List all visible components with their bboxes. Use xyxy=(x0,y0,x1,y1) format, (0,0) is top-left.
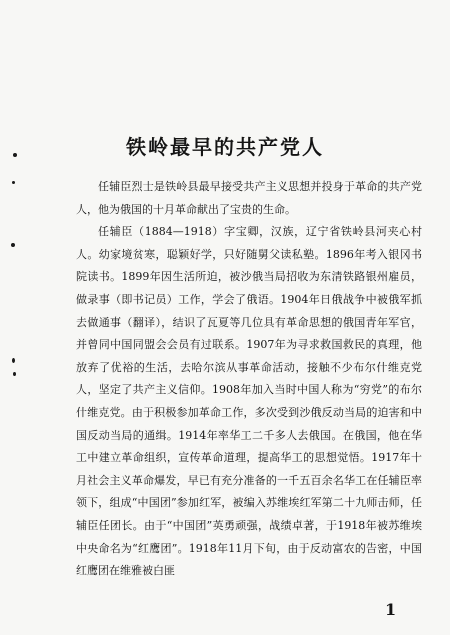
page-number: 1 xyxy=(385,600,397,619)
margin-mark xyxy=(13,372,16,376)
margin-mark xyxy=(11,243,15,247)
body-text xyxy=(76,176,422,583)
paragraph: 任辅臣烈士是铁岭县最早接受共产主义思想并投身于革命的共产党人，他为俄国的十月革命献出了宝贵的生命。 xyxy=(76,180,422,216)
margin-mark xyxy=(12,358,15,363)
chapter-title: 铁岭最早的共产党人 xyxy=(126,135,324,160)
paragraph: 任辅臣（1884—1918）字宝卿，汉族，辽宁省铁岭县河夹心村人。幼家境贫寒，聪颖好学，只好随舅父读私塾。1896年考入银冈书院读书。1899年因生活所迫，被沙俄当局招收为东清铁路银州雇员，做录事（即书记员）工作，学会了俄语。1904年日俄战争中被俄军抓去做通事（翻译），结识了瓦夏等几位具有革命思想的俄国青年军官，并曾同中国同盟会会员有过联系。1907年为寻求救国救民的真理，他放弃了优裕的生活，去哈尔滨从事革命活动，接触不少布尔什维克党人，坚定了共产主义信仰。1908年加入当时中国人称为“穷党”的布尔什维克党。由于积极参加革命工作，多次受到沙俄反动当局的迫害和中国反动当局的通缉。1914年率华工二千多人去俄国。在俄国，他在华工中建立革命组织，宣传革命道理，提高华工的思想觉悟。1917年十月社会主义革命爆发，早已有充分准备的一千五百余名华工在任辅臣率领下，组成“中国团”参加红军，被编入苏维埃红军第二十九师击师，任辅臣任团长。由于“中国团”英勇顽强，战绩卓著，于1918年被苏维埃中央命名为“红鹰团”。1918年11月下旬，由于反动富农的告密，中国红鹰团在维雅被白匪 xyxy=(76,225,422,578)
margin-mark xyxy=(12,181,15,184)
